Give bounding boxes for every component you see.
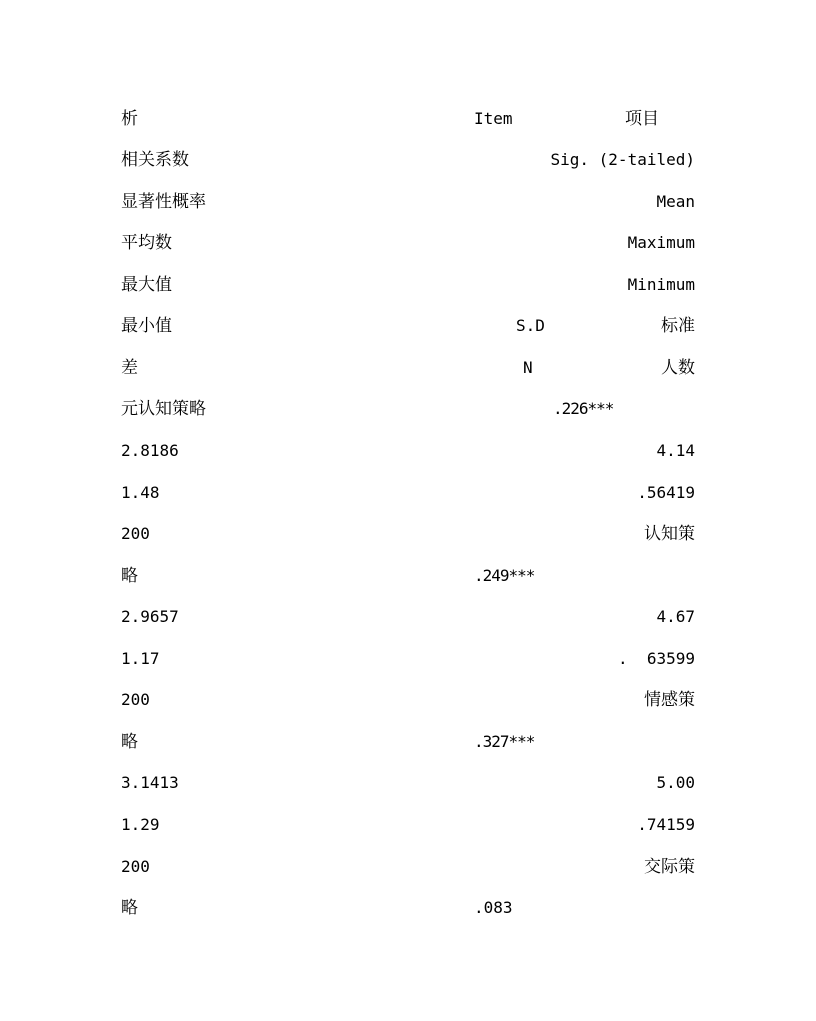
row-value: 情感策 [644,690,695,710]
row-value: 4.14 [656,441,695,460]
row-label: 3.1413 [121,773,179,792]
row-label: 差 [121,358,138,378]
table-row [121,356,695,380]
table-row [121,481,695,505]
row-label: 1.17 [121,649,160,668]
row-value: 交际策 [644,857,695,877]
row-label: 2.9657 [121,607,179,626]
row-label: 最大值 [121,275,172,295]
row-label: 1.48 [121,483,160,502]
row-value: 人数 [661,358,695,378]
table-row [121,107,695,131]
table-row [121,314,695,338]
row-middle-value: .226*** [553,399,614,418]
row-label: 200 [121,524,150,543]
row-value: . 63599 [617,649,695,668]
row-value: 5.00 [656,773,695,792]
row-label: 200 [121,857,150,876]
table-row [121,855,695,879]
table-row [121,231,695,255]
row-label: 显著性概率 [121,192,206,212]
row-middle-value: .083 [474,898,513,917]
row-value: 认知策 [644,524,695,544]
row-label: 200 [121,690,150,709]
row-label: 相关系数 [121,150,189,170]
table-row [121,522,695,546]
table-row [121,564,695,588]
row-middle-value: S.D [516,316,545,335]
table-row [121,190,695,214]
row-label: 元认知策略 [121,399,206,419]
row-label: 最小值 [121,316,172,336]
column-header-item-cn: 项目 [625,109,659,129]
table-row [121,771,695,795]
table-row [121,148,695,172]
table-row [121,730,695,754]
row-value: .74159 [637,815,695,834]
row-value: Minimum [627,275,695,294]
row-value: .56419 [637,483,695,502]
row-value: Mean [656,192,695,211]
row-label: 1.29 [121,815,160,834]
row-label: 析 [121,109,138,129]
table-row [121,439,695,463]
row-value: Maximum [627,233,695,252]
row-label: 略 [121,566,138,586]
row-label: 2.8186 [121,441,179,460]
table-row [121,647,695,671]
row-value: Sig. (2-tailed) [550,150,695,169]
row-value: 4.67 [656,607,695,626]
row-middle-value: .327*** [474,732,535,751]
row-middle-value: .249*** [474,566,535,585]
table-row [121,813,695,837]
table-row [121,273,695,297]
table-row [121,605,695,629]
column-header-item: Item [474,109,513,128]
table-row [121,896,695,920]
row-middle-value: N [523,358,533,377]
table-row [121,397,695,421]
table-row [121,688,695,712]
row-label: 平均数 [121,233,172,253]
row-label: 略 [121,732,138,752]
row-value: 标准 [661,316,695,336]
row-label: 略 [121,898,138,918]
